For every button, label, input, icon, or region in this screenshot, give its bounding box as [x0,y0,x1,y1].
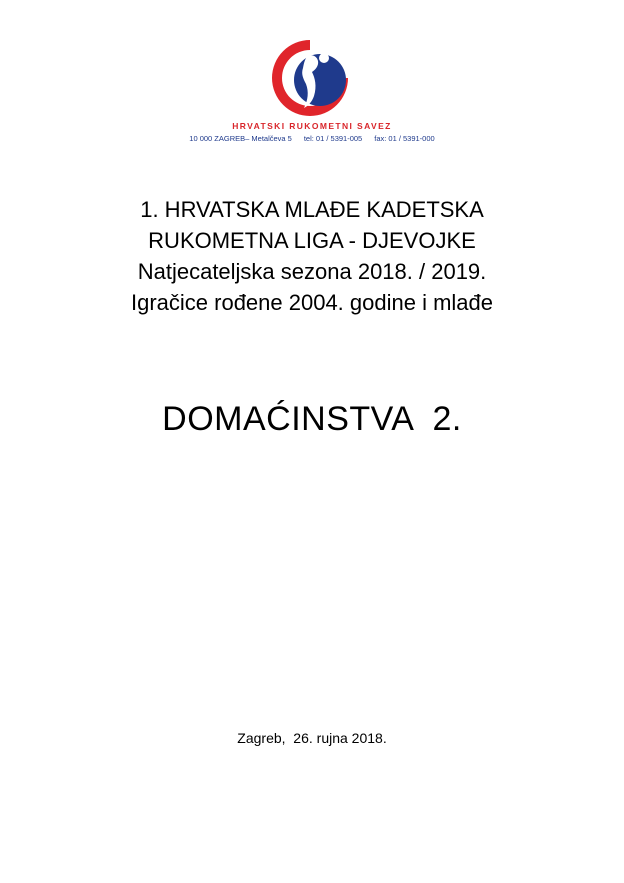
title-line-age: Igračice rođene 2004. godine i mlađe [130,290,494,315]
title-line-season: Natjecateljska sezona 2018. / 2019. [137,259,487,284]
federation-contact [0,134,624,143]
federation-phone: tel: 01 / 5391-005 [303,134,363,143]
federation-name: HRVATSKI RUKOMETNI SAVEZ [232,121,392,131]
handball-federation-logo [268,36,352,120]
document-title [0,194,624,318]
document-date: Zagreb, 26. rujna 2018. [237,730,387,746]
section-heading: DOMAĆINSTVA 2. [162,400,462,438]
federation-address: 10 000 ZAGREB– Metalčeva 5 [189,134,292,143]
title-line-league: 1. HRVATSKA MLAĐE KADETSKA [140,197,484,222]
title-line-category: RUKOMETNA LIGA - DJEVOJKE [148,228,476,253]
federation-fax: fax: 01 / 5391-000 [374,134,435,143]
